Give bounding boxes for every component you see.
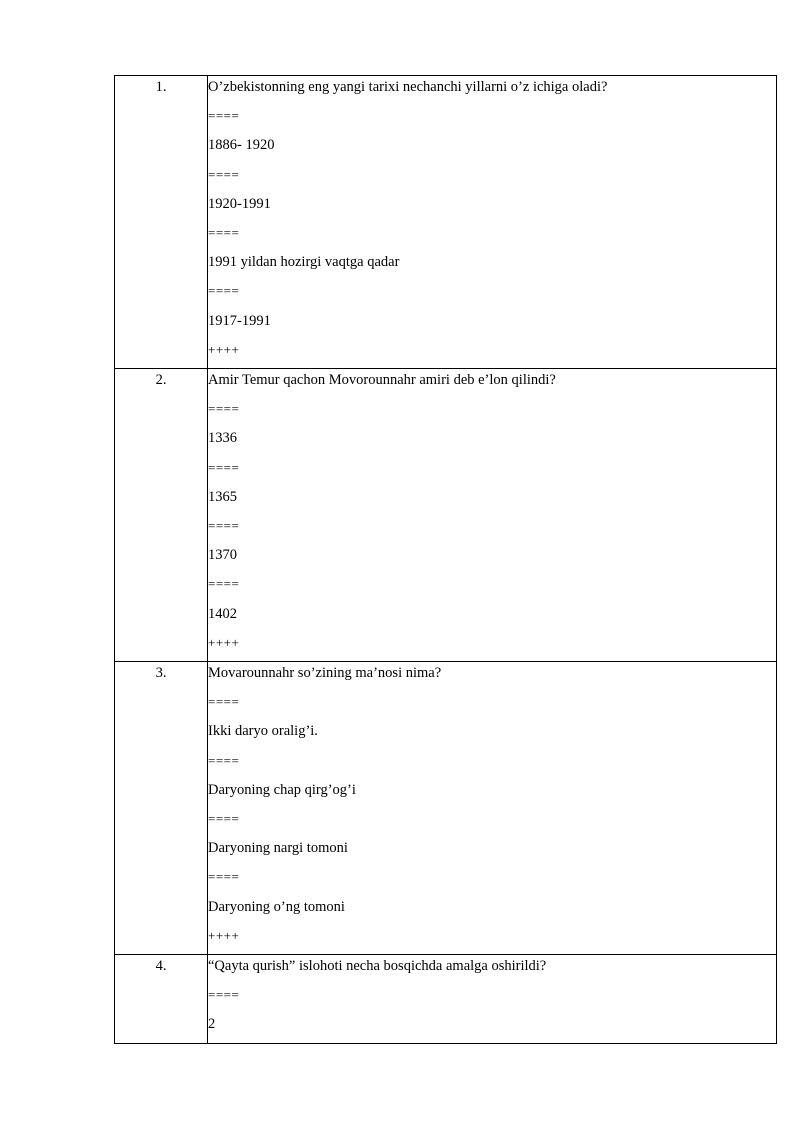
question-text: Amir Temur qachon Movorounnahr amiri deb e’lon qilindi? <box>208 372 556 388</box>
separator: ==== <box>208 517 240 533</box>
answer-option: Daryoning chap qirg’og’i <box>208 781 356 798</box>
answer-option: 1991 yildan hozirgi vaqtga qadar <box>208 254 400 271</box>
question-number-cell <box>115 662 208 955</box>
question-content-cell <box>208 369 777 662</box>
end-marker: ++++ <box>208 634 240 650</box>
end-marker: ++++ <box>208 341 240 357</box>
separator: ==== <box>208 224 240 240</box>
answer-option: 1370 <box>208 547 237 564</box>
separator: ==== <box>208 576 240 592</box>
separator: ==== <box>208 694 240 710</box>
separator: ==== <box>208 752 240 768</box>
answer-option: 1920-1991 <box>208 195 271 212</box>
question-content-cell <box>208 76 777 369</box>
answer-option: Daryoning o’ng tomoni <box>208 898 345 915</box>
separator: ==== <box>208 108 240 124</box>
question-row <box>115 662 777 955</box>
question-text: “Qayta qurish” islohoti necha bosqichda amalga oshirildi? <box>208 958 547 974</box>
question-number: 1. <box>155 79 167 95</box>
answer-option: 1917-1991 <box>208 312 271 329</box>
question-number-cell <box>115 76 208 369</box>
question-number: 4. <box>155 958 167 974</box>
answer-option: 1365 <box>208 488 237 505</box>
question-row <box>115 76 777 369</box>
separator: ==== <box>208 283 240 299</box>
quiz-table <box>114 75 777 1044</box>
answer-option: 1402 <box>208 605 237 622</box>
answer-option: Daryoning nargi tomoni <box>208 840 348 857</box>
question-row <box>115 955 777 1044</box>
question-content-cell <box>208 955 777 1044</box>
separator: ==== <box>208 869 240 885</box>
question-text: Movarounnahr so’zining ma’nosi nima? <box>208 665 442 681</box>
answer-option: 1886- 1920 <box>208 137 275 154</box>
question-text: O’zbekistonning eng yangi tarixi nechanchi yillarni o’z ichiga oladi? <box>208 79 608 95</box>
answer-option: Ikki daryo oralig’i. <box>208 723 318 740</box>
end-marker: ++++ <box>208 927 240 943</box>
answer-option: 2 <box>208 1016 216 1033</box>
separator: ==== <box>208 987 240 1003</box>
separator: ==== <box>208 810 240 826</box>
question-row <box>115 369 777 662</box>
separator: ==== <box>208 459 240 475</box>
separator: ==== <box>208 401 240 417</box>
question-number-cell <box>115 369 208 662</box>
answer-option: 1336 <box>208 430 237 447</box>
question-content-cell <box>208 662 777 955</box>
question-number: 3. <box>155 665 167 681</box>
question-number: 2. <box>155 372 167 388</box>
question-number-cell <box>115 955 208 1044</box>
separator: ==== <box>208 166 240 182</box>
